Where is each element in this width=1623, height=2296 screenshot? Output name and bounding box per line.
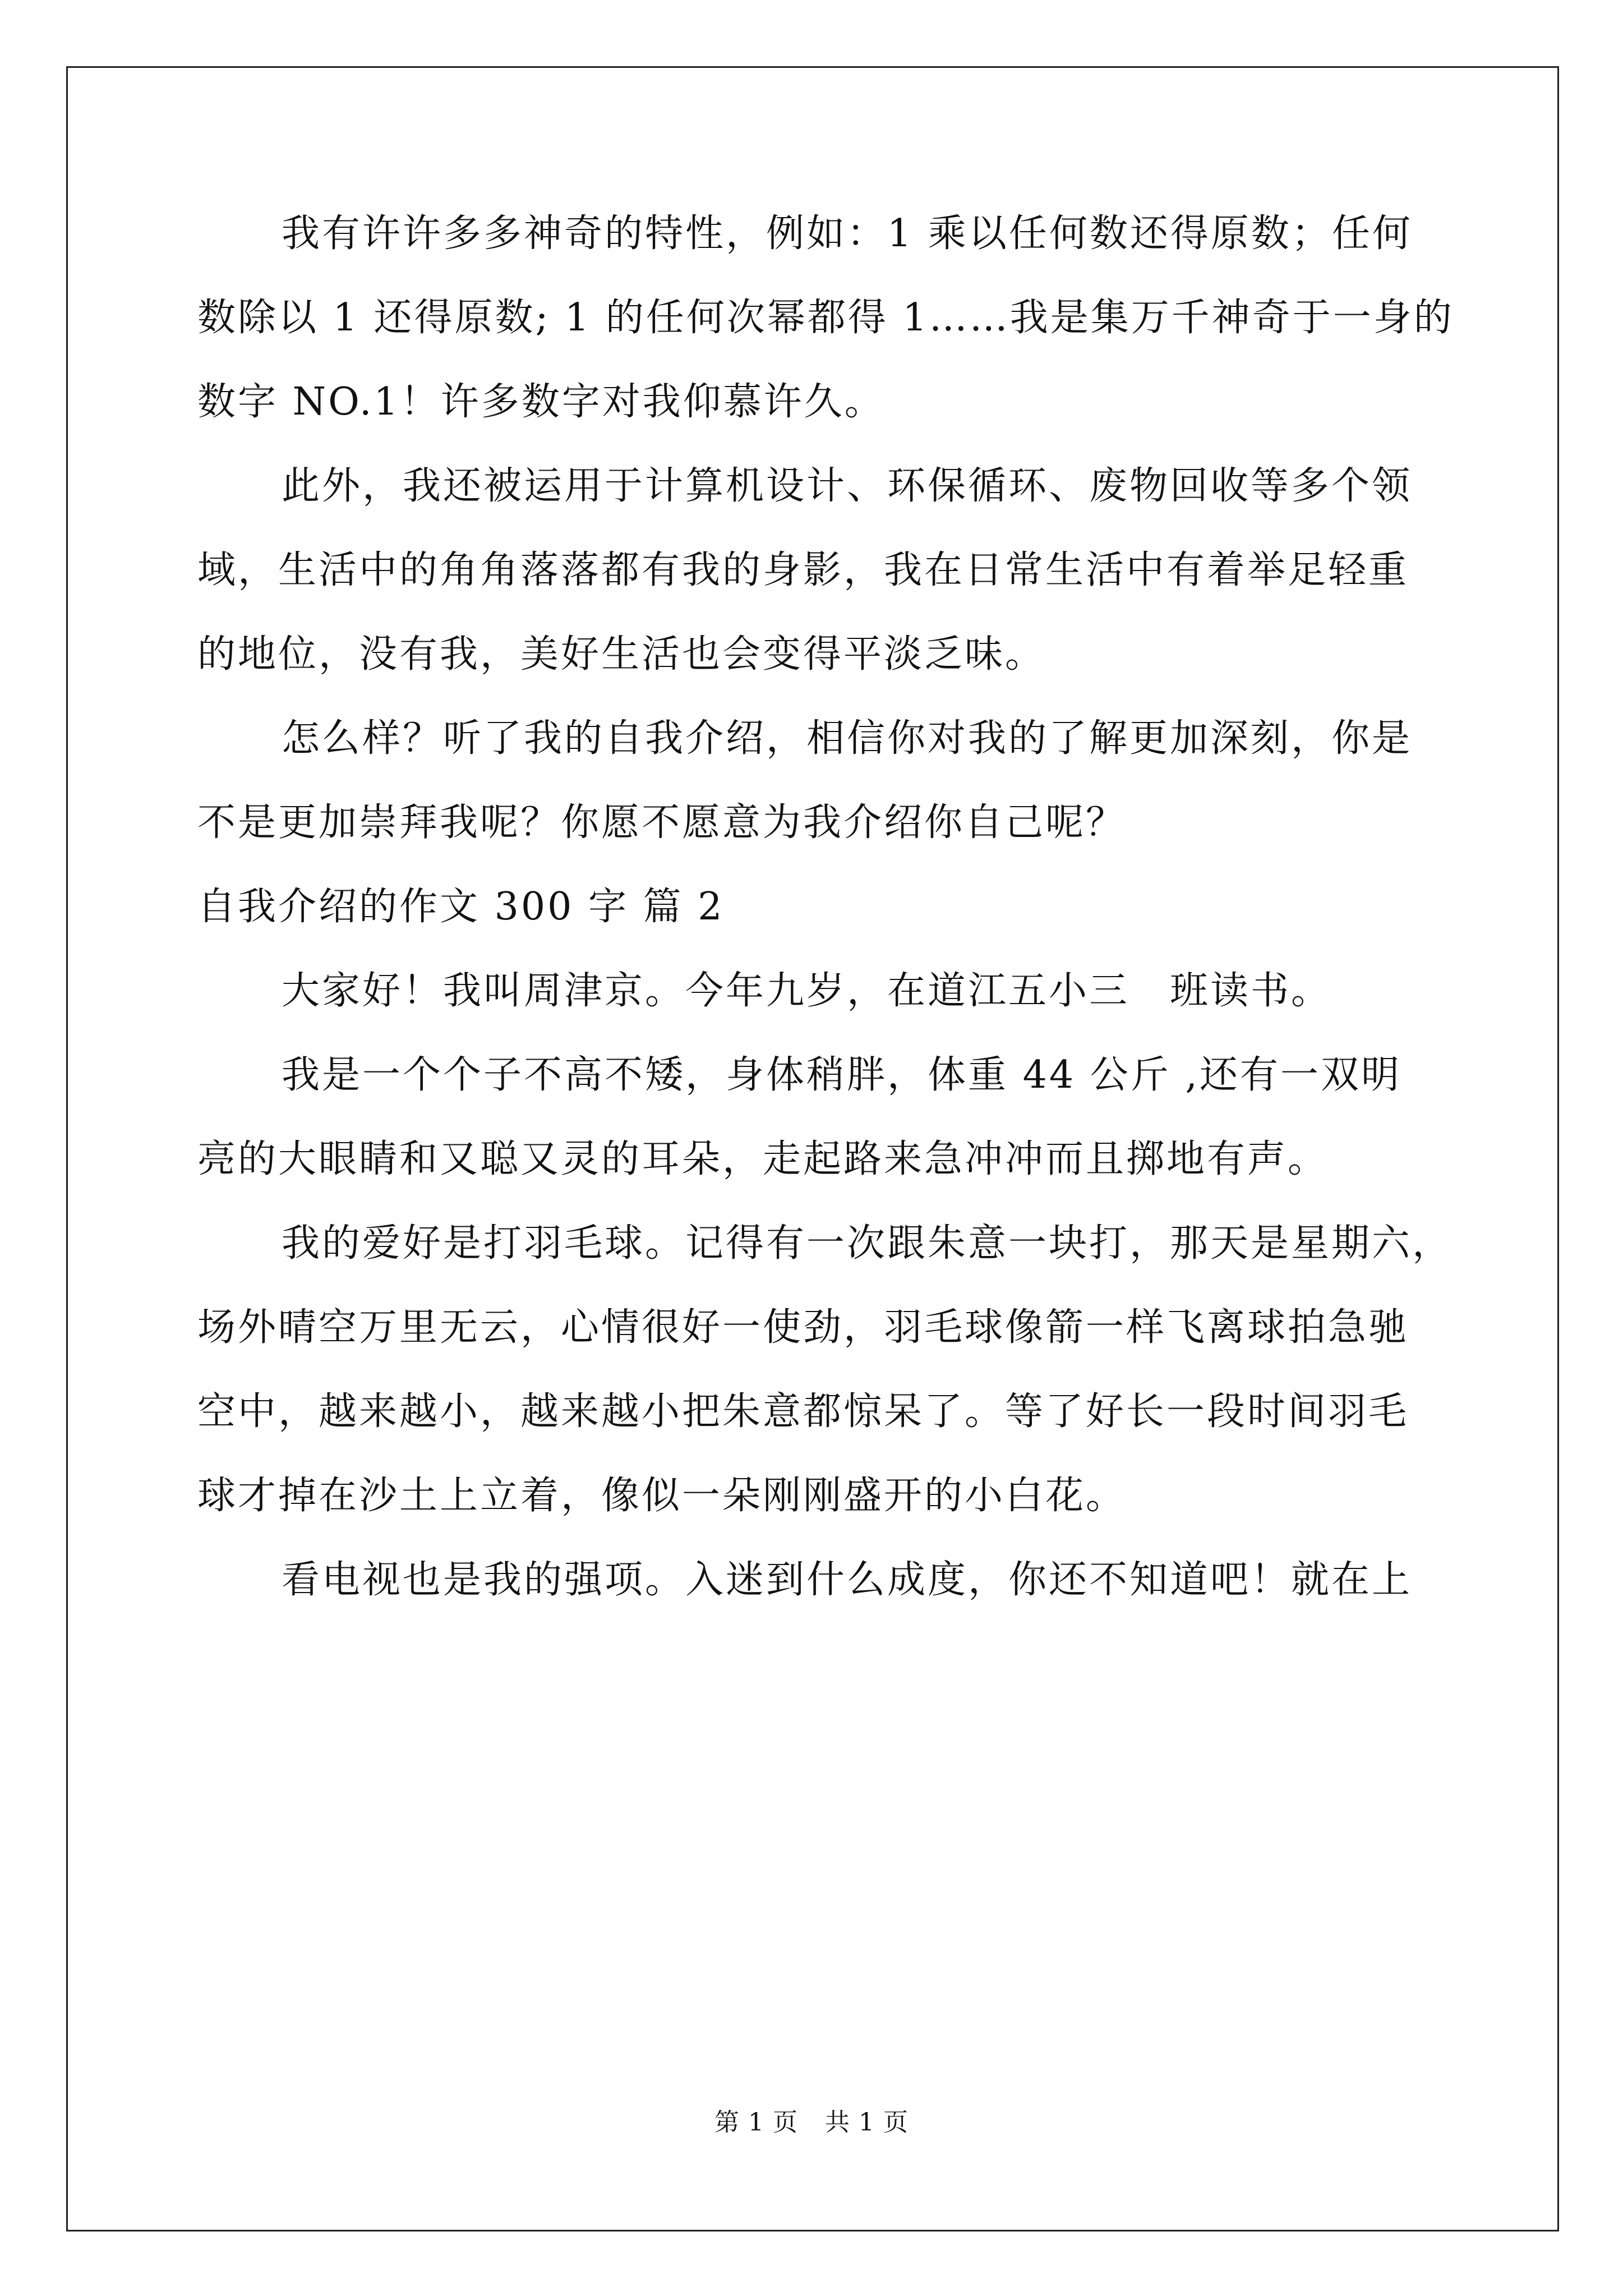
paragraph-line: 我有许许多多神奇的特性，例如：1 乘以任何数还得原数；任何 (282, 211, 1413, 256)
paragraph-line: 看电视也是我的强项。入迷到什么成度，你还不知道吧！就在上 (282, 1558, 1413, 1602)
paragraph-line: 的地位，没有我，美好生活也会变得平淡乏味。 (197, 632, 1046, 677)
paragraph-line: 球才掉在沙土上立着，像似一朵刚刚盛开的小白花。 (197, 1474, 1127, 1518)
page-footer (0, 2106, 1623, 2139)
paragraph-line: 不是更加崇拜我呢？你愿不愿意为我介绍你自己呢？ (197, 800, 1127, 845)
paragraph-line: 场外晴空万里无云，心情很好一使劲，羽毛球像箭一样飞离球拍急驰 (197, 1305, 1409, 1350)
section-heading: 自我介绍的作文 300 字 篇 2 (197, 885, 725, 929)
paragraph-line: 亮的大眼睛和又聪又灵的耳朵，走起路来急冲冲而且掷地有声。 (197, 1137, 1329, 1181)
page-number-total: 共 1 页 (825, 2108, 909, 2137)
paragraph-line: 空中，越来越小，越来越小把朱意都惊呆了。等了好长一段时间羽毛 (197, 1389, 1409, 1434)
paragraph-line: 此外，我还被运用于计算机设计、环保循环、废物回收等多个领 (282, 464, 1413, 508)
paragraph-line: 大家好！我叫周津京。今年九岁，在道江五小三 班读书。 (282, 969, 1332, 1013)
paragraph-line: 怎么样？听了我的自我介绍，相信你对我的了解更加深刻，你是 (282, 716, 1413, 761)
paragraph-line: 数除以 1 还得原数; 1 的任何次幂都得 1……我是集万千神奇于一身的 (197, 296, 1454, 340)
paragraph-line: 域，生活中的角角落落都有我的身影，我在日常生活中有着举足轻重 (197, 548, 1409, 592)
paragraph-line: 数字 NO.1！许多数字对我仰慕许久。 (197, 380, 885, 424)
paragraph-line: 我是一个个子不高不矮，身体稍胖，体重 44 公斤 ,还有一双明 (282, 1053, 1401, 1097)
paragraph-line: 我的爱好是打羽毛球。记得有一次跟朱意一块打，那天是星期六， (282, 1221, 1453, 1266)
page-number-current: 第 1 页 (714, 2108, 798, 2137)
